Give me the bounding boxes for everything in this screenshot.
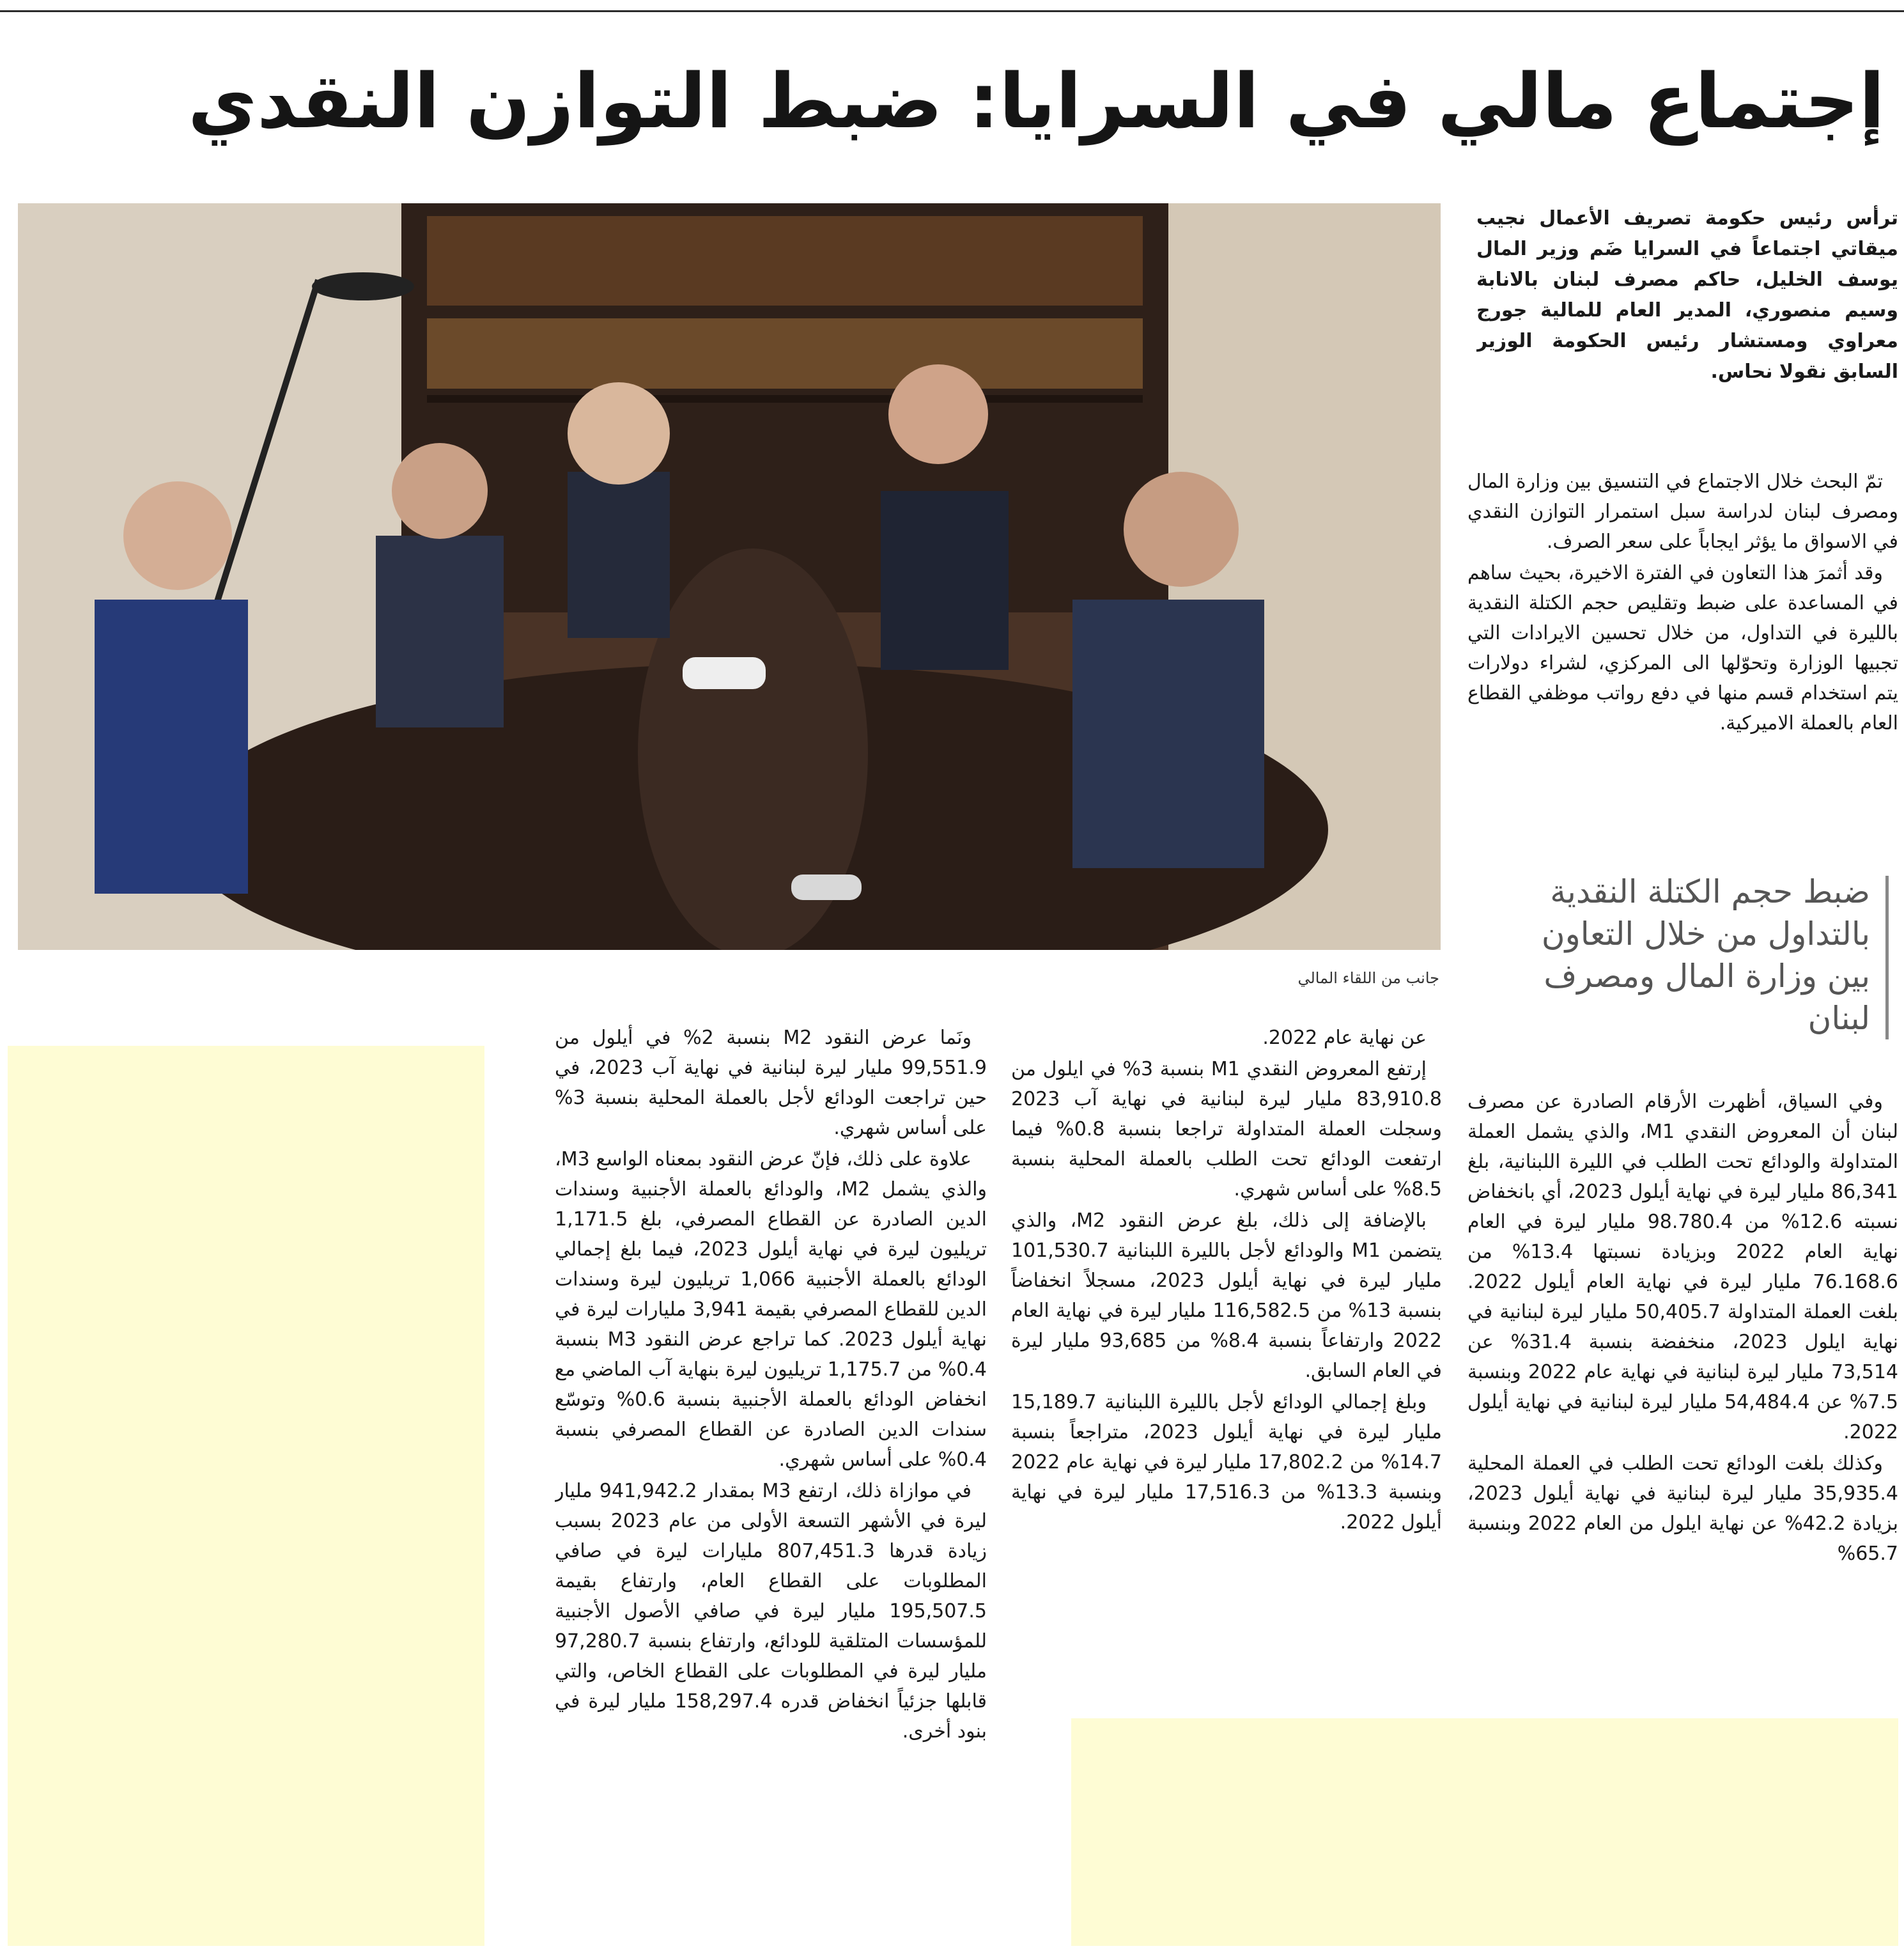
paragraph: عن نهاية عام 2022. <box>1262 1027 1427 1049</box>
paragraph: وكذلك بلغت الودائع تحت الطلب في العملة المحلية 35,935.4 مليار ليرة لبنانية في نهاية أيلول 2023، بزيادة 42.2% عن نهاية ايلول من العام 2022 وبنسبة 65.7% <box>1467 1452 1898 1565</box>
paragraph: تمّ البحث خلال الاجتماع في التنسيق بين وزارة المال ومصرف لبنان لدراسة سبل استمرار التوازن النقدي في الاسواق ما يؤثر ايجاباً على سعر الصرف. <box>1467 470 1898 553</box>
paragraph: في موازاة ذلك، ارتفع M3 بمقدار 941,942.2 مليار ليرة في الأشهر التسعة الأولى من عام 2023 بسبب زيادة قدرها 807,451.3 مليارات ليرة في صافي المطلوبات على القطاع العام، وارتفاع بقيمة 195,507.5 مليار ليرة في صافي الأصول الأجنبية للمؤسسات المتلقية للودائع، وارتفاع بنسبة 97,280.7 مليار ليرة في المطلوبات على القطاع الخاص، والتي قابلها جزئياً انخفاض قدره 158,297.4 مليار ليرة في بنود أخرى. <box>555 1480 987 1743</box>
pullquote-bar <box>1885 876 1889 1039</box>
paragraph: وفي السياق، أظهرت الأرقام الصادرة عن مصرف لبنان أن المعروض النقدي M1، والذي يشمل العملة المتداولة والودائع تحت الطلب في الليرة اللبنانية، بلغ 86,341 مليار ليرة في نهاية أيلول 2023، أي بانخفاض نسبته 12.6% من 98.780.4 مليار ليرة في العام نهاية العام 2022 وبزيادة نسبتها 13.4% من 76.168.6 مليار ليرة في نهاية العام أيلول 2022. بلغت العملة المتداولة 50,405.7 مليار ليرة لبنانية في نهاية ايلول 2023، منخفضة بنسبة 31.4% عن 73,514 مليار ليرة لبنانية في نهاية عام 2022 وبنسبة 7.5% عن 54,484.4 مليار ليرة لبنانية في نهاية أيلول 2022. <box>1467 1091 1898 1443</box>
paragraph: ونَما عرض النقود M2 بنسبة 2% في أيلول من 99,551.9 مليار ليرة لبنانية في نهاية آب 2023، في حين تراجعت الودائع لأجل بالعملة المحلية بنسبة 3% على أساس شهري. <box>555 1027 987 1139</box>
body-top-right <box>1467 467 1898 844</box>
pullquote: ضبط حجم الكتلة النقدية بالتداول من خلال التعاون بين وزارة المال ومصرف لبنان <box>1541 873 1870 1037</box>
photo-caption: جانب من اللقاء المالي <box>1297 969 1439 987</box>
column-middle <box>1011 1023 1442 1675</box>
highlight-left <box>8 1046 484 1946</box>
column-right <box>1467 1087 1898 1662</box>
lead-paragraph: ترأس رئيس حكومة تصريف الأعمال نجيب ميقاتي اجتماعاً في السرايا ضَم وزير المال يوسف الخليل، حاكم مصرف لبنان بالانابة وسيم منصوري، المدير العام للمالية جورج معراوي ومستشار رئيس الحكومة الوزير السابق نقولا نحاس. <box>1476 207 1898 383</box>
column-left <box>555 1023 987 1937</box>
paragraph: وقد أثمرَ هذا التعاون في الفترة الاخيرة، بحيث ساهم في المساعدة على ضبط وتقليص حجم الكتلة النقدية بالليرة في التداول، من خلال تحسين الايرادات التي تجبيها الوزارة وتحوّلها الى المركزي، لشراء دولارات يتم استخدام قسم منها في دفع رواتب موظفي القطاع العام بالعملة الاميركية. <box>1467 562 1898 735</box>
paragraph: وبلغ إجمالي الودائع لأجل بالليرة اللبنانية 15,189.7 مليار ليرة في نهاية أيلول 2023، متراجعاً بنسبة 14.7% من 17,802.2 مليار ليرة في نهاية عام 2022 وبنسبة 13.3% من 17,516.3 مليار ليرة في نهاية أيلول 2022. <box>1011 1391 1442 1534</box>
top-rule <box>0 10 1904 12</box>
paragraph: إرتفع المعروض النقدي M1 بنسبة 3% في ايلول من 83,910.8 مليار ليرة لبنانية في نهاية آب 2023 وسجلت العملة المتداولة تراجعا بنسبة 0.8% فيما ارتفعت الودائع تحت الطلب بالعملة المحلية بنسبة 8.5% على أساس شهري. <box>1011 1058 1442 1201</box>
paragraph: علاوة على ذلك، فإنّ عرض النقود بمعناه الواسع M3، والذي يشمل M2، والودائع بالعملة الأجنبية وسندات الدين الصادرة عن القطاع المصرفي، بلغ 1,171.5 تريليون ليرة في نهاية أيلول 2023، فيما بلغ إجمالي الودائع بالعملة الأجنبية 1,066 تريليون ليرة وسندات الدين للقطاع المصرفي بقيمة 3,941 مليارات ليرة في نهاية أيلول 2023. كما تراجع عرض النقود M3 بنسبة 0.4% من 1,175.7 تريليون ليرة بنهاية آب الماضي مع انخفاض الودائع بالعملة الأجنبية بنسبة 0.6% وتوسّع سندات الدين الصادرة عن القطاع المصرفي بنسبة 0.4% على أساس شهري. <box>555 1148 987 1471</box>
headline: إجتماع مالي في السرايا: ضبط التوازن النقدي <box>187 57 1885 145</box>
highlight-right <box>1071 1718 1898 1946</box>
meeting-photo-illustration <box>18 203 1441 950</box>
paragraph: بالإضافة إلى ذلك، بلغ عرض النقود M2، والذي يتضمن M1 والودائع لأجل بالليرة اللبنانية 101,530.7 مليار ليرة في نهاية أيلول 2023، مسجلاً انخفاضاً بنسبة 13% من 116,582.5 مليار ليرة في نهاية العام 2022 وارتفاعاً بنسبة 8.4% من 93,685 مليار ليرة في العام السابق. <box>1011 1209 1442 1382</box>
meeting-photo <box>18 203 1441 950</box>
